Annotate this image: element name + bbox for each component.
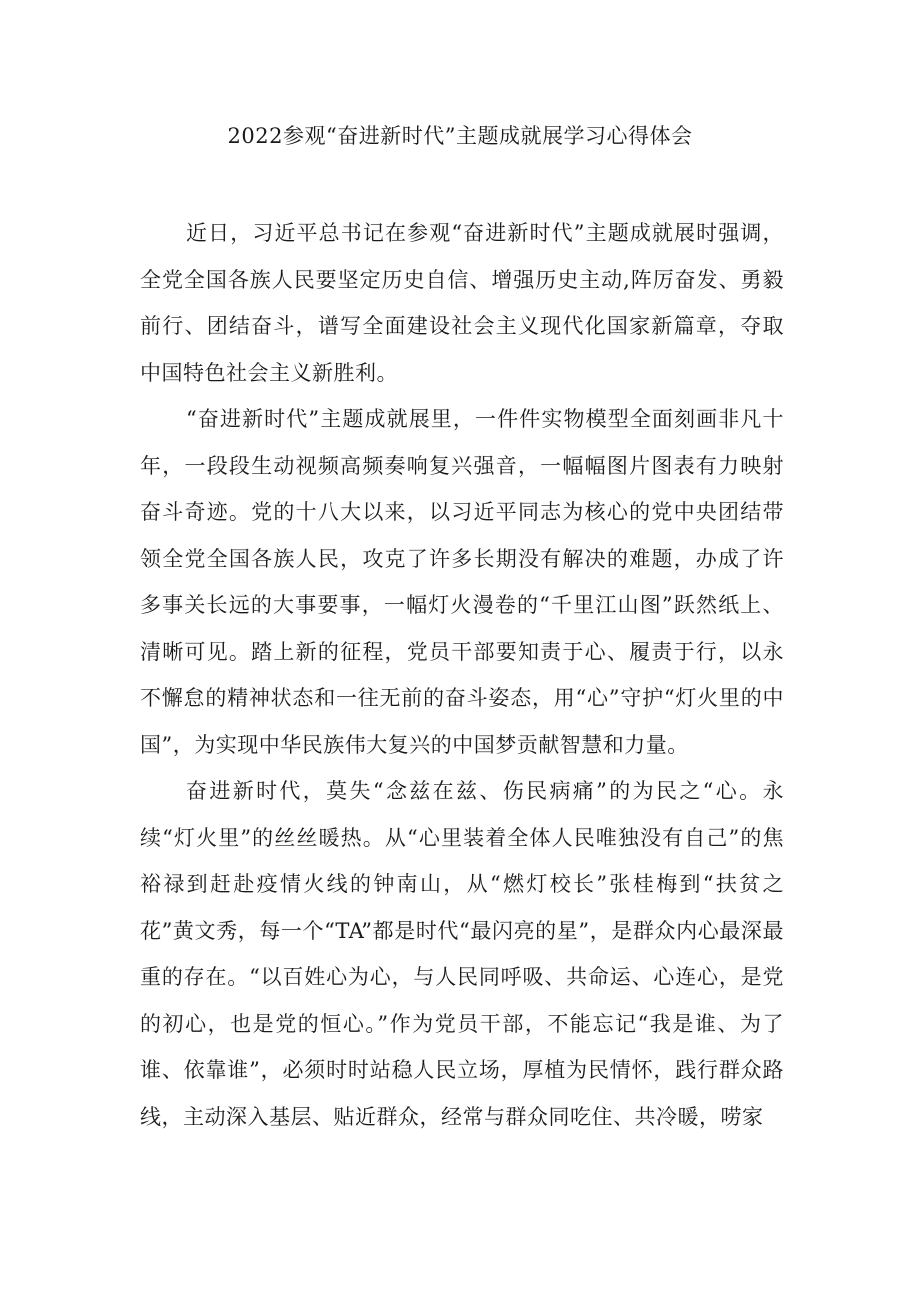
paragraph-2: “奋进新时代”主题成就展里，一件件实物模型全面刻画非凡十年，一段段生动视频高频奏响复兴强音，一幅幅图片图表有力映射奋斗奇迹。党的十八大以来，以习近平同志为核心的党中央团结带领全党全国各族人民，攻克了许多长期没有解决的难题，办成了许多事关长远的大事要事，一幅灯火漫卷的“千里江山图”跃然纸上、清晰可见。踏上新的征程，党员干部要知责于心、履责于行，以永不懈怠的精神状态和一往无前的奋斗姿态，用“心”守护“灯火里的中国”，为实现中华民族伟大复兴的中国梦贡献智慧和力量。 [140,407,784,757]
paragraph-3: 奋进新时代，莫失“念兹在兹、伤民病痛”的为民之“心。永续“灯火里”的丝丝暖热。从“心里装着全体人民唯独没有自己”的焦裕禄到赶赴疫情火线的钟南山，从“燃灯校长”张桂梅到“扶贫之花”黄文秀，每一个“TA”都是时代“最闪亮的星”，是群众内心最深最重的存在。“以百姓心为心，与人民同呼吸、共命运、心连心，是党的初心，也是党的恒心。”作为党员干部，不能忘记“我是谁、为了谁、依靠谁”，必须时时站稳人民立场，厚植为民情怀，践行群众路线，主动深入基层、贴近群众，经常与群众同吃住、共冷暖，唠家 [140,779,784,1129]
document-body [140,210,784,1140]
document-title: 2022参观“奋进新时代”主题成就展学习心得体会 [227,124,693,148]
paragraph-1: 近日，习近平总书记在参观“奋进新时代”主题成就展时强调，全党全国各族人民要坚定历史自信、增强历史主动,阵厉奋发、勇毅前行、团结奋斗，谱写全面建设社会主义现代化国家新篇章，夺取中国特色社会主义新胜利。 [140,221,784,385]
